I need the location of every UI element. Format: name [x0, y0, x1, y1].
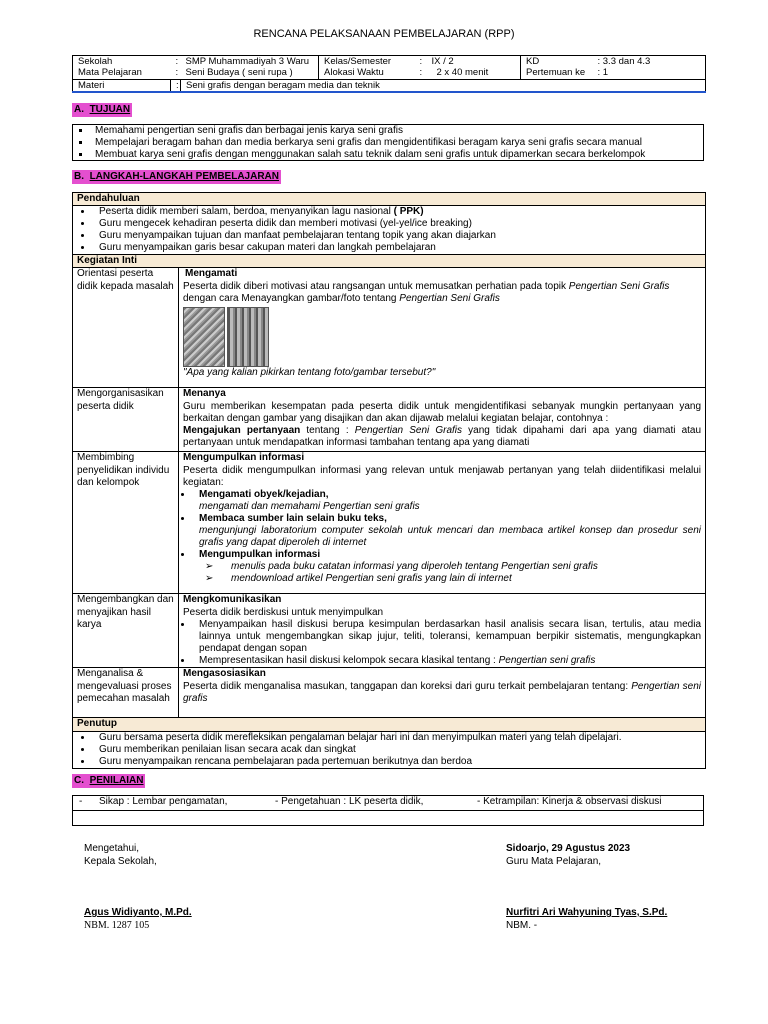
- header-alokasi-value: 2 x 40 menit: [427, 67, 521, 79]
- list-item: • Mengamati obyek/kejadian, mengamati dan memahami Pengertian seni grafis: [193, 489, 701, 513]
- seni-grafis-photos: [183, 307, 701, 367]
- signature-left: [84, 842, 192, 932]
- penilaian-pengetahuan: - Pengetahuan : LK peserta didik,: [275, 796, 424, 807]
- list-item: • Mengumpulkan informasi ➢ menulis pada buku catatan informasi yang diperoleh tentang Pengertian seni grafis ➢ mendownload artikel Pengertian seni grafis yang lain di internet: [193, 549, 701, 585]
- pendahuluan-heading: Pendahuluan: [73, 193, 706, 206]
- orientasi-label: Orientasi peserta didik kepada masalah: [73, 268, 179, 388]
- signature-left-name: Agus Widiyanto, M.Pd.: [84, 907, 192, 918]
- mengkomunikasikan-text: Peserta didik berdiskusi untuk menyimpulkan: [183, 606, 384, 618]
- seni-grafis-photo: [183, 307, 225, 367]
- mengembangkan-label: Mengembangkan dan menyajikan hasil karya: [73, 594, 179, 668]
- header-mapel-label: Mata Pelajaran: [73, 67, 171, 79]
- signature-left-line2: Kepala Sekolah,: [84, 856, 157, 867]
- table-row: [73, 388, 706, 452]
- mengasosiasikan-text: Peserta didik menganalisa masukan, tanggapan dan koreksi dari guru terkait pembelajaran tentang: Pengertian seni grafis: [183, 680, 702, 704]
- header-sekolah-label: Sekolah: [73, 56, 171, 68]
- header-kelas-value: IX / 2: [427, 56, 521, 68]
- penutup-list: [73, 732, 705, 768]
- header-sekolah-value: SMP Muhammadiyah 3 Waru: [181, 56, 319, 68]
- mengamati-heading: Mengamati: [185, 268, 238, 280]
- list-item: ➢ mendownload artikel Pengertian seni grafis yang lain di internet: [225, 573, 701, 585]
- signature-left-nbm: NBM. 1287 105: [84, 920, 150, 931]
- signature-right-line2: Guru Mata Pelajaran,: [506, 856, 602, 867]
- list-item: • Guru memberikan penilaian lisan secara acak dan singkat: [93, 744, 705, 756]
- table-row: [73, 452, 706, 594]
- langkah-table: [72, 192, 706, 769]
- header-materi-value: Seni grafis dengan beragam media dan teknik: [181, 79, 706, 92]
- section-a-title: TUJUAN: [89, 104, 131, 115]
- tujuan-box: [72, 124, 704, 161]
- list-item: • Guru menyampaikan rencana pembelajaran pada pertemuan berikutnya dan berdoa: [93, 756, 705, 768]
- list-item: • Guru menyampaikan garis besar cakupan materi dan langkah pembelajaran: [93, 242, 705, 254]
- list-item: • Membaca sumber lain selain buku teks, mengunjungi laboratorium computer sekolah untuk mencari dan membaca artikel konsep dan prosedur seni grafis yang dapat diperoleh di internet: [193, 513, 701, 549]
- header-table: [72, 55, 706, 93]
- header-materi-label: Materi: [73, 79, 171, 92]
- header-alokasi-label: Alokasi Waktu: [324, 67, 384, 79]
- mengamati-text: Peserta didik diberi motivasi atau rangsangan untuk memusatkan perhatian pada topik Pengertian Seni Grafis: [183, 280, 670, 292]
- pendahuluan-list: [73, 206, 705, 254]
- header-mapel-value: Seni Budaya ( seni rupa ): [181, 67, 319, 79]
- seni-grafis-photo: [227, 307, 269, 367]
- organisasi-label: Mengorganisasikan peserta didik: [73, 388, 179, 452]
- mengumpulkan-list: [183, 489, 701, 585]
- penilaian-keterampilan: - Ketrampilan: Kinerja & observasi diskusi: [477, 796, 662, 807]
- menanya-question: Mengajukan pertanyaan tentang : Pengertian Seni Grafis yang tidak dipahami dari apa yang diamati atau pertanyaan untuk mendapatkan informasi tambahan tentang apa yang diamati: [183, 424, 702, 449]
- list-item: • Guru bersama peserta didik merefleksikan pengalaman belajar hari ini dan menyimpulkan materi yang telah dipelajari.: [93, 732, 705, 744]
- mengamati-quote: "Apa yang kalian pikirkan tentang foto/gambar tersebut?": [183, 366, 436, 378]
- penilaian-dash: -: [79, 796, 83, 807]
- section-c-heading: [72, 774, 145, 788]
- section-c-label: C.: [74, 775, 84, 786]
- mengkomunikasikan-heading: Mengkomunikasikan: [183, 594, 282, 606]
- signature-right-nbm: NBM. -: [506, 920, 538, 931]
- section-a-heading: [72, 103, 132, 117]
- signature-left-line1: Mengetahui,: [84, 843, 140, 854]
- header-colon: :: [419, 67, 423, 79]
- signature-right-line1: Sidoarjo, 29 Agustus 2023: [506, 843, 631, 854]
- menanya-text: Guru memberikan kesempatan pada peserta didik untuk mengidentifikasi sebanyak mungkin pertanyaan yang berkaitan dengan gambar yang disajikan dan akan dijawab melalui kegiatan belajar, contohnya :: [183, 400, 702, 424]
- menganalisa-label: Menganalisa & mengevaluasi proses pemecahan masalah: [73, 668, 179, 718]
- menanya-heading: Menanya: [183, 388, 226, 400]
- penilaian-row: [73, 796, 703, 811]
- penilaian-box: [72, 795, 704, 826]
- signature-right-name: Nurfitri Ari Wahyuning Tyas, S.Pd.: [506, 907, 668, 918]
- mengumpulkan-text: Peserta didik mengumpulkan informasi yang relevan untuk menjawab pertanyan yang telah diidentifikasi melalui kegiatan:: [183, 464, 702, 488]
- mengumpulkan-heading: Mengumpulkan informasi: [183, 452, 305, 464]
- mengamati-text-2: dengan cara Menayangkan gambar/foto tentang Pengertian Seni Grafis: [183, 292, 500, 304]
- mengasosiasikan-heading: Mengasosiasikan: [183, 668, 266, 680]
- tujuan-list: [73, 125, 703, 161]
- kegiatan-inti-heading: Kegiatan Inti: [73, 255, 706, 268]
- list-item: • Peserta didik memberi salam, berdoa, menyanyikan lagu nasional ( PPK): [93, 206, 705, 218]
- header-kd-label: KD: [521, 56, 593, 68]
- header-colon: :: [171, 56, 181, 68]
- mengkomunikasikan-list: [183, 619, 701, 667]
- list-item: ▪ Membuat karya seni grafis dengan menggunakan salah satu teknik dalam seni grafis untuk dipamerkan secara berkelompok: [91, 149, 703, 161]
- header-colon: :: [171, 79, 181, 92]
- list-item: • Guru menyampaikan tujuan dan manfaat pembelajaran tentang topik yang akan diajarkan: [93, 230, 705, 242]
- header-kelas-label: Kelas/Semester: [319, 56, 415, 68]
- section-c-title: PENILAIAN: [89, 775, 144, 786]
- header-pertemuan-value: : 1: [593, 67, 706, 79]
- list-item: • Mempresentasikan hasil diskusi kelompok secara klasikal tentang : Pengertian seni grafis: [193, 655, 701, 667]
- informasi-sublist: [199, 561, 701, 585]
- penutup-heading: Penutup: [73, 718, 706, 731]
- signature-right: [506, 842, 667, 932]
- section-b-heading: [72, 170, 281, 184]
- penilaian-sikap: Sikap : Lembar pengamatan,: [99, 796, 228, 807]
- document-title: RENCANA PELAKSANAAN PEMBELAJARAN (RPP): [253, 28, 515, 40]
- header-colon: :: [175, 67, 179, 79]
- list-item: ▪ Mempelajari beragam bahan dan media berkarya seni grafis dan mengidentifikasi beragam karya seni grafis secara manual: [91, 137, 703, 149]
- section-b-title: LANGKAH-LANGKAH PEMBELAJARAN: [89, 171, 280, 182]
- table-row: [73, 594, 706, 668]
- table-row: [73, 268, 706, 388]
- header-colon: :: [415, 56, 427, 68]
- section-b-label: B.: [74, 171, 84, 182]
- table-row: [73, 668, 706, 718]
- list-item: • Menyampaikan hasil diskusi berupa kesimpulan berdasarkan hasil analisis secara lisan, tertulis, atau media lainnya untuk mengembangkan sikap jujur, teliti, toleransi, kemampuan berpikir sistematis, mengungkapkan pendapat dengan sopan: [193, 619, 701, 655]
- header-kd-value: : 3.3 dan 4.3: [593, 56, 706, 68]
- list-item: ➢ menulis pada buku catatan informasi yang diperoleh tentang Pengertian seni grafis: [225, 561, 701, 573]
- list-item: • Guru mengecek kehadiran peserta didik dan memberi motivasi (yel-yel/ice breaking): [93, 218, 705, 230]
- membimbing-label: Membimbing penyelidikan individu dan kelompok: [73, 452, 179, 594]
- header-pertemuan-label: Pertemuan ke: [526, 67, 586, 79]
- section-a-label: A.: [74, 104, 84, 115]
- list-item: ▪ Memahami pengertian seni grafis dan berbagai jenis karya seni grafis: [91, 125, 703, 137]
